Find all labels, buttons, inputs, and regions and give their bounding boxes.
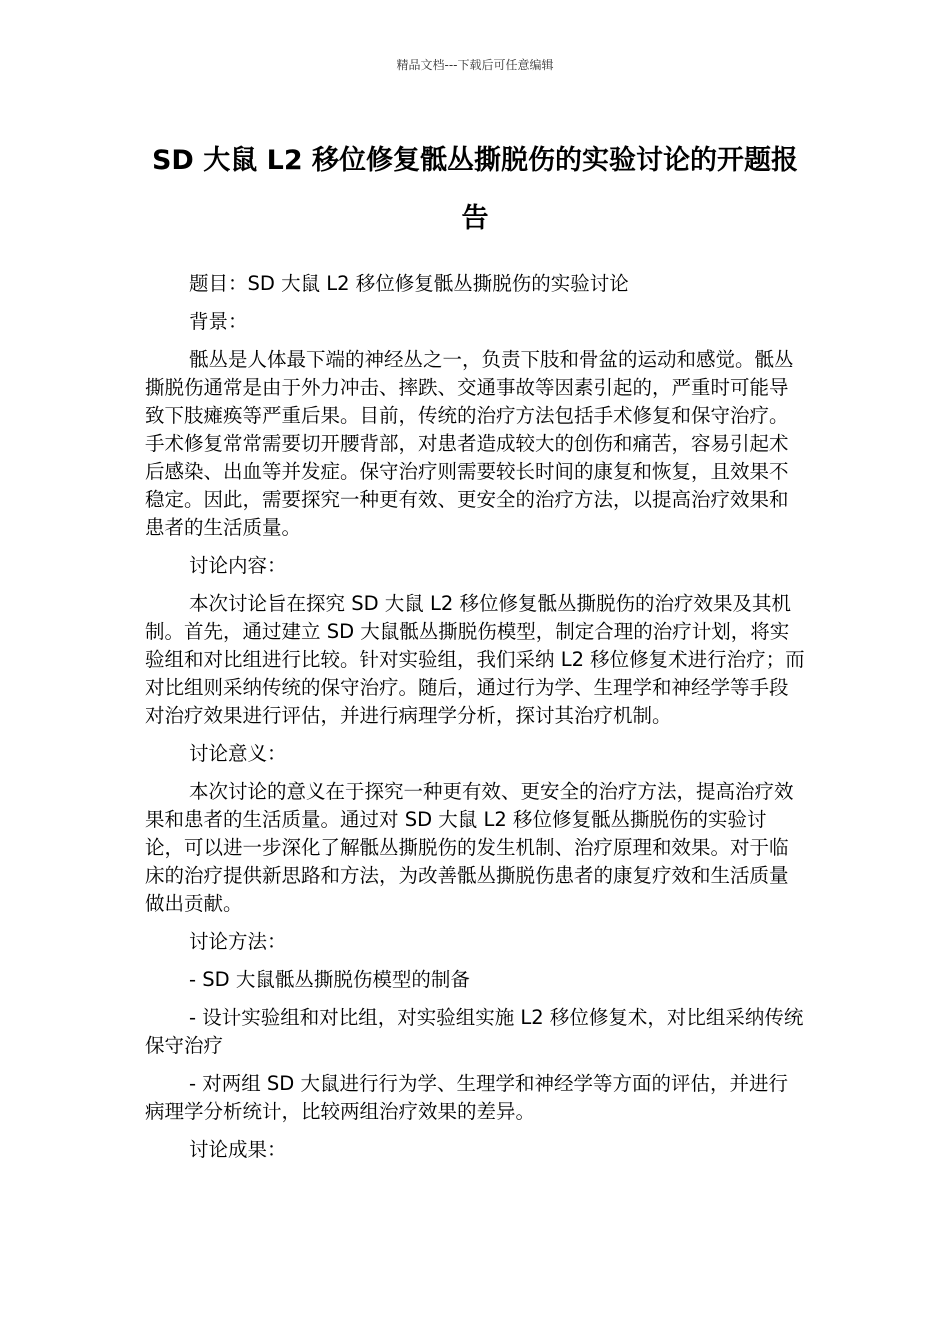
header-note: 精品文档---下载后可任意编辑 <box>396 58 554 72</box>
method-item: - 对两组 SD 大鼠进行行为学、生理学和神经学等方面的评估，并进行病理学分析统计，比较两组治疗效果的差异。 <box>145 1072 789 1123</box>
background-paragraph: 骶丛是人体最下端的神经丛之一，负责下肢和骨盆的运动和感觉。骶丛撕脱伤通常是由于外力冲击、摔跌、交通事故等因素引起的，严重时可能导致下肢瘫痪等严重后果。目前，传统的治疗方法包括手术修复和保守治疗。手术修复常常需要切开腰背部，对患者造成较大的创伤和痛苦，容易引起术后感染、出血等并发症。保守治疗则需要较长时间的康复和恢复，且效果不稳定。因此，需要探究一种更有效、更安全的治疗方法，以提高治疗效果和患者的生活质量。 <box>145 348 794 539</box>
significance-heading: 讨论意义： <box>189 742 287 765</box>
content-paragraph: 本次讨论旨在探究 SD 大鼠 L2 移位修复骶丛撕脱伤的治疗效果及其机制。首先，通过建立 SD 大鼠骶丛撕脱伤模型，制定合理的治疗计划，将实验组和对比组进行比较。针对实验组，我们采纳 L2 移位修复术进行治疗；而对比组则采纳传统的保守治疗。随后，通过行为学、生理学和神经学等手段对治疗效果进行评估，并进行病理学分析，探讨其治疗机制。 <box>145 592 805 727</box>
background-heading: 背景： <box>189 310 248 333</box>
content-heading: 讨论内容： <box>189 554 287 577</box>
document-body <box>145 270 805 1174</box>
document-title: SD 大鼠 L2 移位修复骶丛撕脱伤的实验讨论的开题报告 <box>151 145 799 234</box>
methods-heading: 讨论方法： <box>189 930 287 953</box>
method-item: - SD 大鼠骶丛撕脱伤模型的制备 <box>189 968 470 991</box>
method-item: - 设计实验组和对比组，对实验组实施 L2 移位修复术，对比组采纳传统保守治疗 <box>145 1006 804 1057</box>
results-heading: 讨论成果： <box>189 1138 287 1161</box>
significance-paragraph: 本次讨论的意义在于探究一种更有效、更安全的治疗方法，提高治疗效果和患者的生活质量。通过对 SD 大鼠 L2 移位修复骶丛撕脱伤的实验讨论，可以进一步深化了解骶丛撕脱伤的发生机制、治疗原理和效果。对于临床的治疗提供新思路和方法，为改善骶丛撕脱伤患者的康复疗效和生活质量做出贡献。 <box>145 780 794 915</box>
topic-line: 题目：SD 大鼠 L2 移位修复骶丛撕脱伤的实验讨论 <box>189 272 629 295</box>
